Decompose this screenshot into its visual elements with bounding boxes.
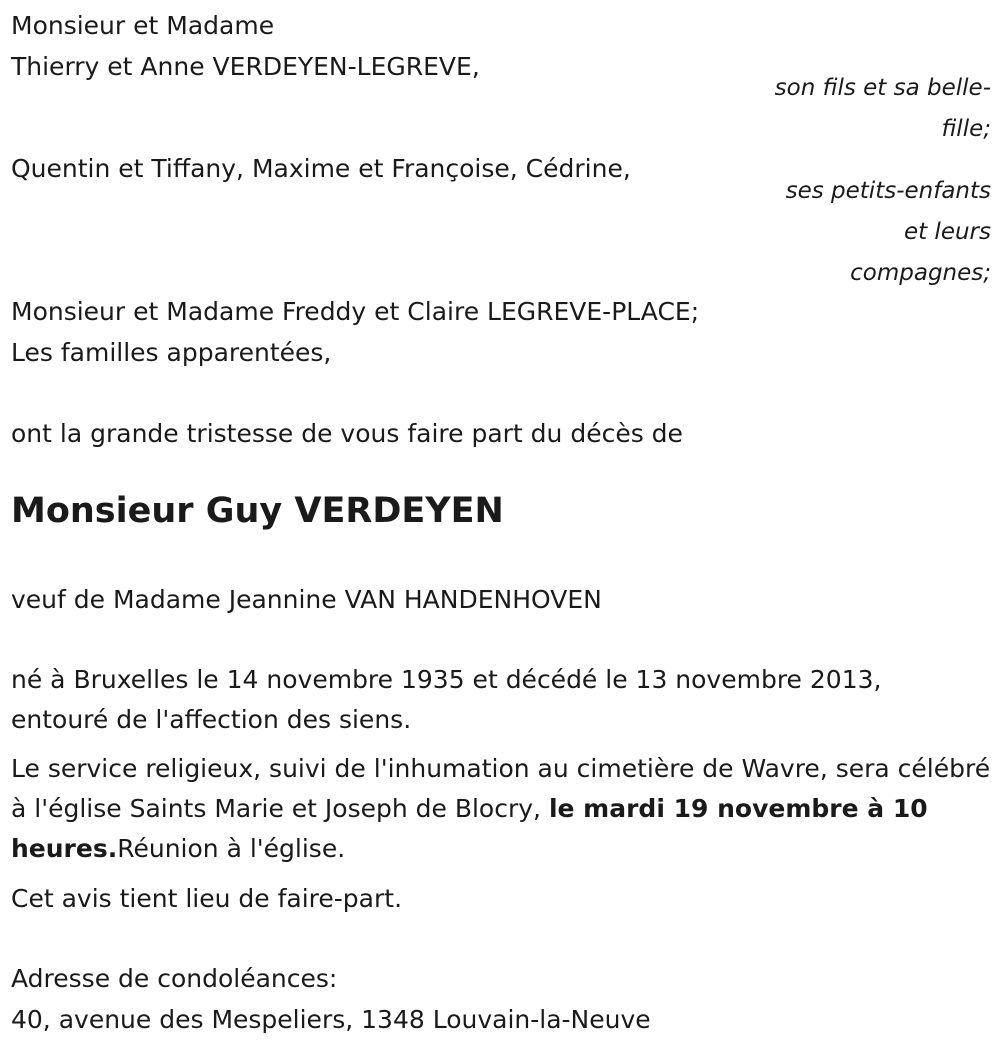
- son-relation-line-2: fille;: [941, 116, 991, 142]
- service-text-part-1: Le service religieux, suivi de l'inhumation au cimetière de Wavre, sera célébré à l'église Saints Marie et Joseph de Blocry,: [11, 754, 991, 823]
- son-line-2: Thierry et Anne VERDEYEN-LEGREVE,: [11, 52, 480, 81]
- widower-of: veuf de Madame Jeannine VAN HANDENHOVEN: [11, 585, 602, 614]
- condolences-address: 40, avenue des Mespeliers, 1348 Louvain-la-Neuve: [11, 1005, 651, 1034]
- grandchildren-relation-line-1: ses petits-enfants: [785, 178, 991, 204]
- son-line-1: Monsieur et Madame: [11, 11, 275, 40]
- deceased-name: Monsieur Guy VERDEYEN: [11, 491, 504, 531]
- service-date-time: le mardi 19 novembre à 10 heures.: [11, 794, 928, 863]
- birth-death-line-2: entouré de l'affection des siens.: [11, 705, 412, 734]
- condolences-label: Adresse de condoléances:: [11, 964, 338, 993]
- grandchildren-relation-line-2: et leurs: [903, 219, 991, 245]
- grandchildren-relation-line-3: compagnes;: [850, 260, 991, 286]
- relatives-line: Les familles apparentées,: [11, 338, 332, 367]
- birth-death-line-1: né à Bruxelles le 14 novembre 1935 et décédé le 13 novembre 2013,: [11, 665, 882, 694]
- inlaws-line: Monsieur et Madame Freddy et Claire LEGREVE-PLACE;: [11, 297, 700, 326]
- service-paragraph: [11, 749, 991, 869]
- son-relation: [731, 68, 991, 150]
- announcement-intro: ont la grande tristesse de vous faire part du décès de: [11, 419, 683, 448]
- service-text-part-2: Réunion à l'église.: [117, 834, 346, 863]
- grandchildren-relation: [731, 171, 991, 294]
- notice-line: Cet avis tient lieu de faire-part.: [11, 884, 403, 913]
- grandchildren-line: Quentin et Tiffany, Maxime et Françoise, Cédrine,: [11, 154, 631, 183]
- son-relation-line-1: son fils et sa belle-: [774, 75, 991, 101]
